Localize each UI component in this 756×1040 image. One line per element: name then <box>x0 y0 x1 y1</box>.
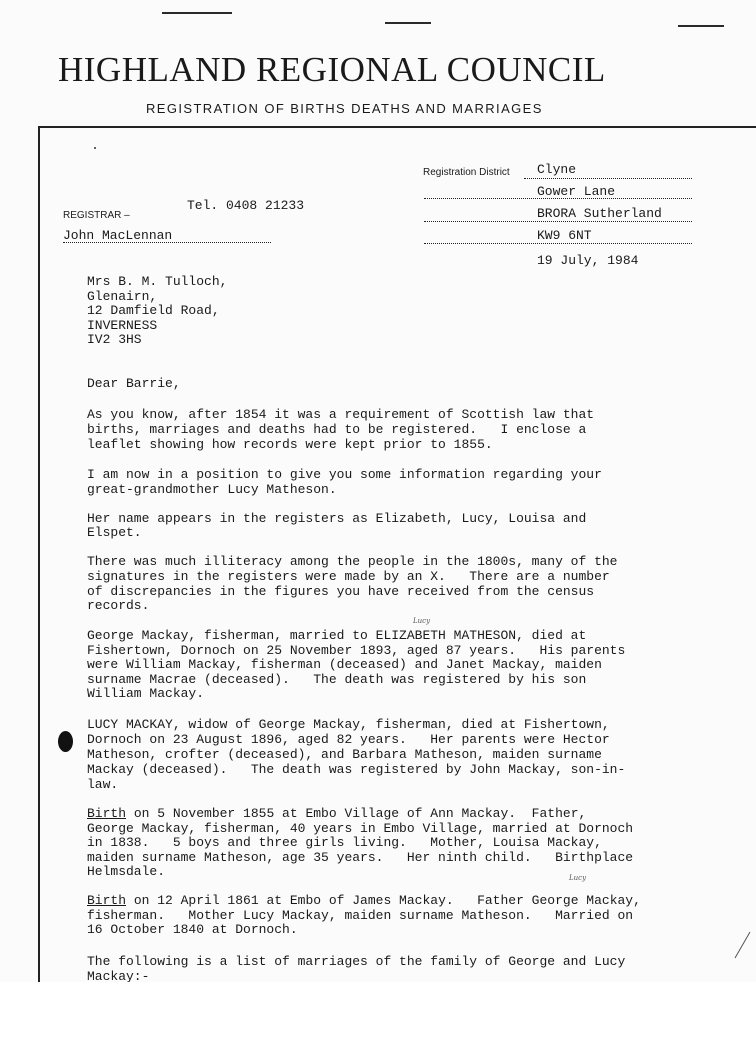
registrar-tel: Tel. 0408 21233 <box>187 198 305 213</box>
paragraph-line: Fishertown, Dornoch on 25 November 1893, aged 87 years. His parents <box>87 643 626 658</box>
recipient-line: 12 Damfield Road, <box>87 303 220 318</box>
paragraph-line: law. <box>87 777 119 792</box>
birth-record-text: on 5 November 1855 at Embo Village of Ann Mackay. Father, <box>126 806 587 821</box>
birth-record-line <box>87 893 641 908</box>
birth-record-line: maiden surname Matheson, age 35 years. Her ninth child. Birthplace <box>87 850 634 865</box>
paragraph-line: births, marriages and deaths had to be registered. I enclose a <box>87 422 587 437</box>
paragraph-line: William Mackay. <box>87 686 205 701</box>
paragraph-line: Matheson, crofter (deceased), and Barbara Matheson, maiden surname <box>87 747 602 762</box>
paragraph-line: As you know, after 1854 it was a requirement of Scottish law that <box>87 407 595 422</box>
birth-record-line: 16 October 1840 at Dornoch. <box>87 922 298 937</box>
letter-frame-top <box>38 126 756 128</box>
recipient-line: Glenairn, <box>87 289 158 304</box>
paragraph-line: surname Macrae (deceased). The death was registered by his son <box>87 672 587 687</box>
address-line-3-rule <box>424 243 692 244</box>
paragraph-line: There was much illiteracy among the people in the 1800s, many of the <box>87 554 618 569</box>
recipient-line: INVERNESS <box>87 318 158 333</box>
paragraph-line: I am now in a position to give you some information regarding your <box>87 467 602 482</box>
paragraph-line: Dornoch on 23 August 1896, aged 82 years. Her parents were Hector <box>87 732 610 747</box>
paragraph-line: LUCY MACKAY, widow of George Mackay, fisherman, died at Fishertown, <box>87 717 610 732</box>
registrar-name-rule <box>63 242 271 243</box>
council-title: HIGHLAND REGIONAL COUNCIL <box>58 50 606 89</box>
handwritten-note: Lucy <box>569 874 587 882</box>
paragraph-line: of discrepancies in the figures you have received from the census <box>87 584 595 599</box>
ink-blot <box>58 731 73 752</box>
letterhead-subtitle: REGISTRATION OF BIRTHS DEATHS AND MARRIAGES <box>146 101 543 116</box>
scan-margin <box>0 982 756 1040</box>
birth-record-line: in 1838. 5 boys and three girls living. Mother, Louisa Mackay, <box>87 835 602 850</box>
paragraph-line: were William Mackay, fisherman (deceased) and Janet Mackay, maiden <box>87 657 602 672</box>
district-address-line-2: BRORA Sutherland <box>537 206 662 221</box>
birth-record-line: fisherman. Mother Lucy Mackay, maiden surname Matheson. Married on <box>87 908 634 923</box>
edge-scratch <box>735 932 751 958</box>
recipient-line: Mrs B. M. Tulloch, <box>87 274 228 289</box>
top-edge-mark <box>385 22 431 24</box>
paragraph-line: Mackay (deceased). The death was registered by John Mackay, son-in- <box>87 762 626 777</box>
paragraph-line: leaflet showing how records were kept prior to 1855. <box>87 437 493 452</box>
district-label: Registration District <box>423 167 510 178</box>
paragraph-line: Her name appears in the registers as Elizabeth, Lucy, Louisa and <box>87 511 587 526</box>
recipient-line: IV2 3HS <box>87 332 142 347</box>
registrar-label: REGISTRAR – <box>63 210 130 221</box>
birth-record-text: on 12 April 1861 at Embo of James Mackay. Father George Mackay, <box>126 893 641 908</box>
birth-label: Birth <box>87 893 127 908</box>
paragraph-line: records. <box>87 598 150 613</box>
district-address-line-1: Gower Lane <box>537 184 616 199</box>
district-address-line-3: KW9 6NT <box>537 228 592 243</box>
birth-record-line: Helmsdale. <box>87 864 166 879</box>
district-line <box>524 178 692 179</box>
paragraph-line: Elspet. <box>87 525 142 540</box>
birth-record-line: George Mackay, fisherman, 40 years in Embo Village, married at Dornoch <box>87 821 634 836</box>
paragraph-line: great-grandmother Lucy Matheson. <box>87 482 337 497</box>
ink-dot <box>94 147 96 149</box>
registrar-name: John MacLennan <box>63 228 173 243</box>
paragraph-line: signatures in the registers were made by an X. There are a number <box>87 569 610 584</box>
address-line-2-rule <box>424 221 692 222</box>
letter-date: 19 July, 1984 <box>537 253 639 268</box>
birth-label: Birth <box>87 806 127 821</box>
district-name: Clyne <box>537 162 577 177</box>
handwritten-note: Lucy <box>413 617 431 625</box>
salutation: Dear Barrie, <box>87 376 181 391</box>
birth-record-line <box>87 806 586 821</box>
letter-frame-left <box>38 126 40 982</box>
paragraph-line: George Mackay, fisherman, married to ELIZABETH MATHESON, died at <box>87 628 587 643</box>
closing-line: Mackay:- <box>87 969 150 982</box>
top-edge-mark <box>678 25 724 27</box>
top-edge-mark <box>162 12 232 14</box>
closing-line: The following is a list of marriages of the family of George and Lucy <box>87 954 626 969</box>
